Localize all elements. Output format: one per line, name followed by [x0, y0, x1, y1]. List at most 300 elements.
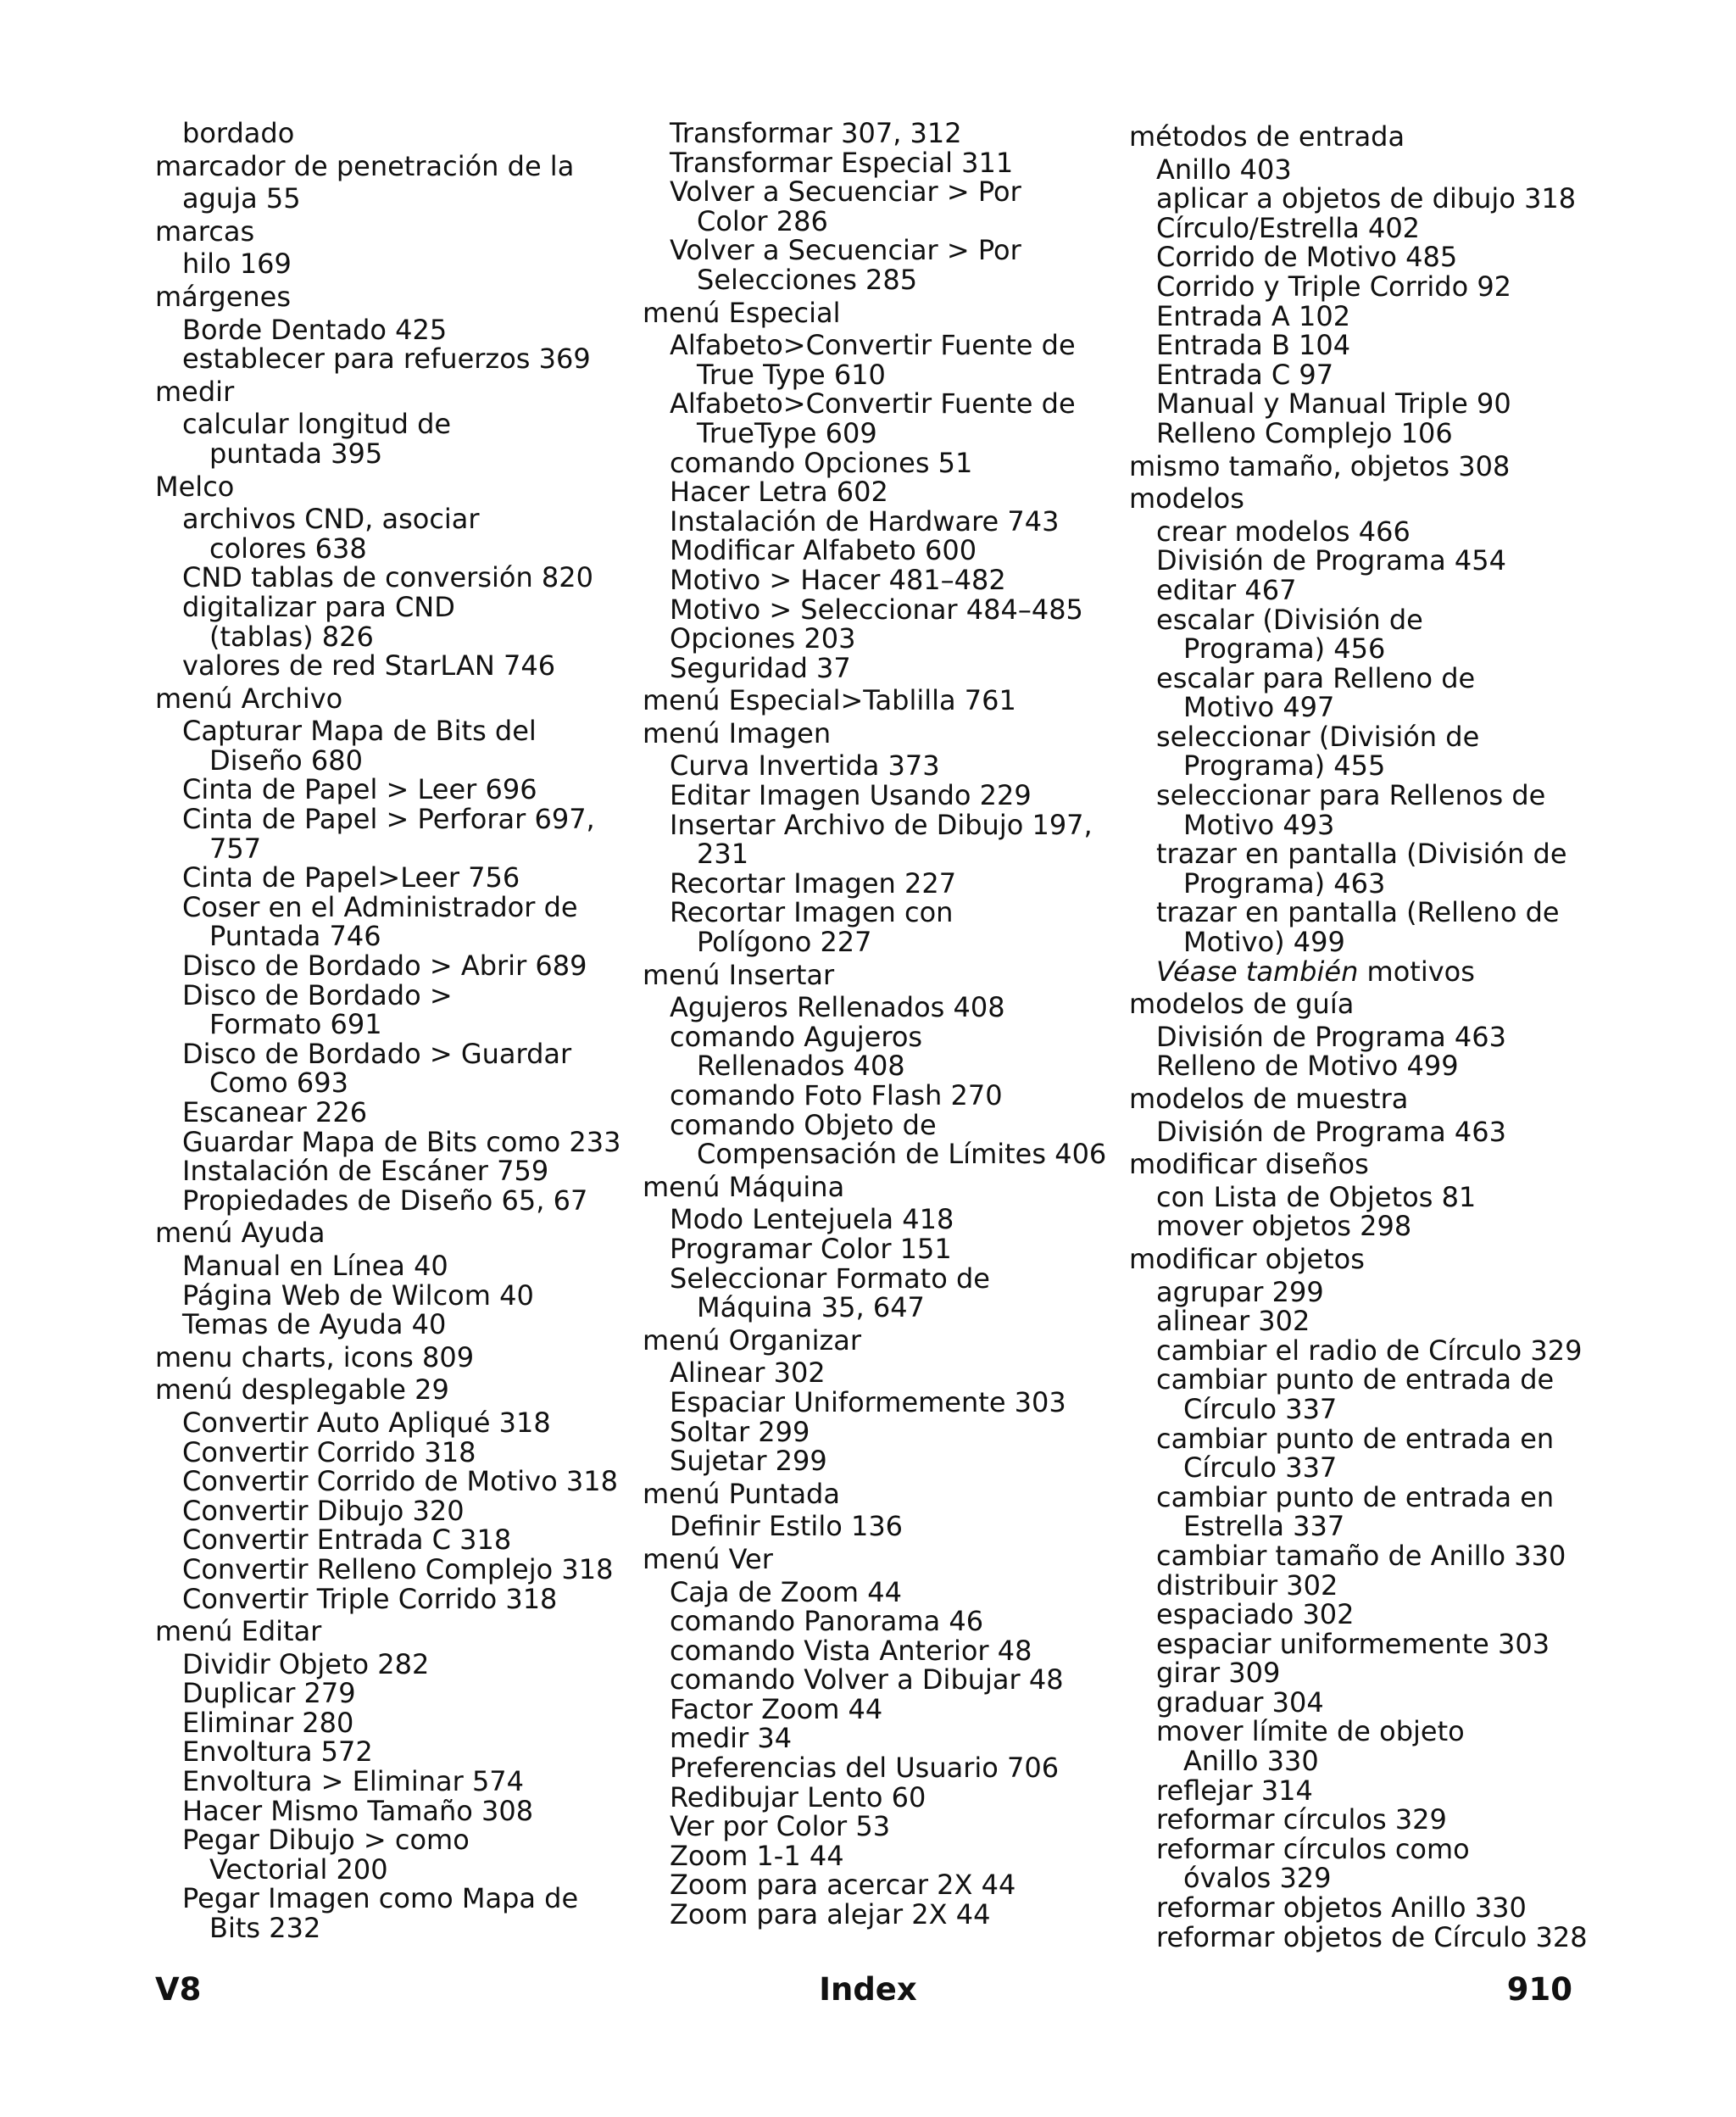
index-subentry — [643, 1022, 1117, 1052]
index-subentry-continuation — [1129, 866, 1604, 900]
index-entry-text: reformar círculos 329 — [1156, 1803, 1447, 1836]
index-subentry — [155, 1408, 630, 1438]
index-entry-text: modificar objetos — [1129, 1242, 1365, 1275]
index-subentry — [155, 1186, 630, 1216]
index-subentry — [155, 563, 630, 593]
index-entry-text: editar 467 — [1156, 573, 1297, 606]
index-subentry-continuation — [1129, 1747, 1604, 1776]
index-subentry-continuation — [1129, 1453, 1604, 1483]
index-entry-text: True Type 610 — [697, 358, 886, 391]
index-main-entry — [1129, 1084, 1604, 1114]
index-subentry — [1129, 242, 1604, 272]
index-entry-text: División de Programa 454 — [1156, 544, 1506, 577]
index-main-entry — [1129, 1242, 1604, 1275]
index-subentry — [643, 148, 1117, 178]
index-entry-text: calcular longitud de — [182, 408, 452, 441]
index-subentry — [1129, 299, 1604, 332]
index-subentry — [1129, 1600, 1604, 1630]
index-entry-text: comando Objeto de — [670, 1108, 937, 1141]
index-subentry — [1129, 1424, 1604, 1454]
index-entry-text: Disco de Bordado > Guardar — [182, 1037, 572, 1070]
index-entry-text: Instalación de Hardware 743 — [670, 504, 1060, 538]
index-entry-text: Transformar 307, 312 — [670, 117, 962, 149]
index-subentry — [1129, 517, 1604, 547]
index-main-entry — [155, 1617, 630, 1646]
index-entry-text: CND tablas de conversión 820 — [182, 561, 593, 594]
index-subentry-continuation — [155, 922, 630, 951]
index-subentry-continuation — [1129, 751, 1604, 781]
index-subentry — [643, 651, 1117, 684]
index-entry-text: Estrella 337 — [1183, 1510, 1345, 1543]
index-subentry — [1129, 722, 1604, 752]
index-entry-text: Motivo) 499 — [1183, 926, 1345, 959]
index-subentry-continuation — [643, 1293, 1117, 1323]
index-subentry — [1129, 1022, 1604, 1052]
index-entry-text: Alfabeto>Convertir Fuente de — [670, 329, 1076, 362]
index-main-entry — [155, 1375, 630, 1405]
index-subentry — [155, 1825, 630, 1855]
index-subentry — [643, 595, 1117, 625]
index-main-entry — [643, 1542, 1117, 1575]
index-entry-text: TrueType 609 — [697, 416, 877, 449]
index-entry-text: Círculo 337 — [1183, 1451, 1338, 1485]
index-entry-text: menú Especial>Tablilla 761 — [643, 684, 1016, 717]
index-subentry — [155, 1552, 630, 1585]
index-subentry-continuation — [1129, 928, 1604, 957]
index-entry-text: cambiar el radio de Círculo 329 — [1156, 1334, 1583, 1367]
index-entry-text: Cinta de Papel > Leer 696 — [182, 773, 537, 806]
index-entry-text: márgenes — [155, 280, 292, 313]
index-entry-text: Relleno Complejo 106 — [1156, 416, 1453, 449]
index-subentry — [155, 1794, 630, 1827]
index-subentry — [155, 1884, 630, 1914]
index-entry-text: Motivo > Hacer 481–482 — [670, 563, 1006, 596]
index-entry-text: Manual en Línea 40 — [182, 1249, 448, 1282]
index-entry-text: digitalizar para CND — [182, 590, 455, 623]
index-subentry — [643, 119, 1117, 148]
index-entry-text: menu charts, icons 809 — [155, 1340, 475, 1373]
index-subentry — [155, 1125, 630, 1158]
index-subentry — [155, 1435, 630, 1468]
index-subentry — [1129, 1832, 1604, 1865]
index-subentry — [1129, 1658, 1604, 1688]
index-subentry — [643, 1264, 1117, 1294]
index-column-1 — [155, 119, 630, 1943]
index-subentry — [1129, 1365, 1604, 1395]
index-subentry — [643, 1385, 1117, 1418]
index-entry-text: menú Máquina — [643, 1170, 845, 1203]
index-entry-text: comando Panorama 46 — [670, 1605, 984, 1638]
index-entry-text: Convertir Auto Apliqué 318 — [182, 1406, 551, 1439]
index-entry-text: Instalación de Escáner 759 — [182, 1155, 549, 1188]
index-subentry-continuation — [1129, 693, 1604, 722]
index-subentry — [643, 448, 1117, 478]
index-subentry — [1129, 1180, 1604, 1213]
index-entry-text: menú Organizar — [643, 1323, 862, 1357]
index-subentry-continuation — [643, 839, 1117, 869]
index-entry-text: Capturar Mapa de Bits del — [182, 715, 537, 748]
index-entry-text: reformar objetos Anillo 330 — [1156, 1891, 1527, 1925]
index-subentry — [643, 1870, 1117, 1900]
index-entry-text: Cinta de Papel > Perforar 697, — [182, 803, 595, 836]
index-subentry — [643, 1607, 1117, 1636]
index-subentry-continuation — [643, 265, 1117, 295]
index-subentry — [155, 1156, 630, 1186]
index-entry-text: establecer para refuerzos 369 — [182, 343, 591, 376]
index-entry-text: Cinta de Papel>Leer 756 — [182, 861, 520, 894]
index-entry-text: Entrada A 102 — [1156, 299, 1351, 332]
index-subentry — [643, 1205, 1117, 1234]
index-entry-text: trazar en pantalla (División de — [1156, 838, 1567, 871]
index-main-entry — [155, 149, 630, 182]
index-entry-text: girar 309 — [1156, 1657, 1281, 1690]
index-subentry — [1129, 1541, 1604, 1571]
index-subentry-continuation — [155, 1010, 630, 1039]
index-entry-text: Modificar Alfabeto 600 — [670, 534, 977, 567]
index-entry-text: métodos de entrada — [1129, 120, 1405, 153]
index-entry-text: División de Programa 463 — [1156, 1020, 1506, 1053]
footer-section-title: Index — [819, 1971, 917, 2008]
index-entry-text: distribuir 302 — [1156, 1568, 1338, 1602]
index-entry-text: menú Puntada — [643, 1477, 840, 1510]
index-subentry — [1129, 331, 1604, 360]
index-entry-text: Corrido y Triple Corrido 92 — [1156, 270, 1512, 303]
index-entry-text: Programa) 456 — [1183, 632, 1386, 666]
index-subentry — [155, 344, 630, 374]
index-subentry — [155, 315, 630, 345]
index-entry-text: Manual y Manual Triple 90 — [1156, 387, 1511, 421]
index-entry-text: Sujetar 299 — [670, 1445, 827, 1478]
index-entry-text: trazar en pantalla (Relleno de — [1156, 896, 1560, 929]
index-entry-text: Guardar Mapa de Bits como 233 — [182, 1125, 621, 1158]
index-subentry — [155, 1582, 630, 1615]
index-subentry — [1129, 1685, 1604, 1719]
index-entry-text: menú Insertar — [643, 958, 835, 991]
index-subentry — [155, 890, 630, 923]
index-subentry — [1129, 1920, 1604, 1953]
index-entry-text: Zoom para acercar 2X 44 — [670, 1869, 1016, 1902]
index-entry-text: agrupar 299 — [1156, 1275, 1324, 1308]
index-entry-text: Editar Imagen Usando 229 — [670, 779, 1032, 812]
index-subentry-continuation — [643, 416, 1117, 449]
index-subentry — [1129, 272, 1604, 302]
index-entry-text: Eliminar 280 — [182, 1706, 354, 1739]
index-subentry — [1129, 1212, 1604, 1241]
index-entry-text: 231 — [697, 838, 749, 871]
index-entry-text: Zoom 1-1 44 — [670, 1839, 844, 1872]
index-main-entry — [155, 472, 630, 502]
index-main-entry — [155, 1218, 630, 1248]
index-main-entry — [155, 282, 630, 312]
index-entry-text: Anillo 403 — [1156, 153, 1292, 186]
index-subentry-continuation — [643, 204, 1117, 237]
index-entry-text: Agujeros Rellenados 408 — [670, 991, 1005, 1024]
index-entry-text: marcas — [155, 214, 255, 248]
index-subentry — [643, 781, 1117, 811]
index-entry-text: Factor Zoom 44 — [670, 1692, 883, 1725]
index-entry-text: menú Editar — [155, 1615, 322, 1648]
index-subentry — [155, 1767, 630, 1797]
index-subentry — [155, 119, 630, 148]
index-entry-text: reformar círculos como — [1156, 1832, 1470, 1865]
index-subentry — [155, 590, 630, 623]
index-subentry — [643, 331, 1117, 360]
index-subentry-continuation — [155, 1914, 630, 1943]
index-entry-text: Insertar Archivo de Dibujo 197, — [670, 808, 1093, 841]
index-entry-text: Convertir Corrido 318 — [182, 1435, 476, 1468]
index-main-entry — [1129, 122, 1604, 152]
index-main-entry — [1129, 484, 1604, 514]
index-entry-text: Motivo > Seleccionar 484–485 — [670, 593, 1083, 626]
index-subentry — [155, 716, 630, 746]
index-entry-text: Motivo 493 — [1183, 808, 1335, 841]
index-entry-text: comando Agujeros — [670, 1020, 923, 1053]
index-entry-text: Zoom para alejar 2X 44 — [670, 1898, 991, 1931]
index-subentry — [643, 1753, 1117, 1783]
index-main-entry — [643, 958, 1117, 991]
index-subentry — [1129, 1336, 1604, 1366]
index-entry-text: (tablas) 826 — [209, 620, 374, 653]
index-subentry — [643, 1692, 1117, 1725]
index-entry-text: División de Programa 463 — [1156, 1115, 1506, 1148]
index-subentry-continuation — [155, 834, 630, 864]
index-subentry-continuation — [643, 928, 1117, 957]
index-subentry — [1129, 184, 1604, 214]
index-subentry — [1129, 605, 1604, 635]
index-entry-text: reflejar 314 — [1156, 1774, 1313, 1807]
index-entry-text: Programa) 463 — [1183, 866, 1386, 900]
index-subentry — [1129, 661, 1604, 694]
index-subentry — [643, 1234, 1117, 1264]
index-main-entry — [155, 684, 630, 714]
index-entry-text: espaciar uniformemente 303 — [1156, 1627, 1550, 1660]
index-subentry — [1129, 898, 1604, 928]
index-entry-text: Recortar Imagen con — [670, 896, 954, 929]
index-entry-text: comando Volver a Dibujar 48 — [670, 1663, 1064, 1696]
index-subentry — [643, 477, 1117, 507]
index-entry-text: óvalos 329 — [1183, 1862, 1332, 1895]
index-subentry — [643, 389, 1117, 419]
index-entry-text: aplicar a objetos de dibujo 318 — [1156, 182, 1577, 215]
index-subentry-continuation — [155, 622, 630, 652]
index-entry-text: menú Ver — [643, 1542, 773, 1575]
index-entry-text: modelos de guía — [1129, 988, 1355, 1021]
index-main-entry — [643, 1479, 1117, 1509]
index-subentry-continuation — [1129, 1392, 1604, 1425]
index-entry-text: Envoltura 572 — [182, 1735, 373, 1769]
index-entry-text: Polígono 227 — [697, 926, 872, 959]
footer-page-number: 910 — [1506, 1971, 1572, 2008]
index-entry-text: medir 34 — [670, 1722, 793, 1755]
index-subentry-continuation — [155, 439, 630, 469]
index-entry-text: Compensación de Límites 406 — [697, 1138, 1107, 1171]
index-subentry — [1129, 1480, 1604, 1513]
index-main-entry — [1129, 989, 1604, 1019]
index-subentry — [643, 1415, 1117, 1448]
index-subentry — [643, 236, 1117, 265]
index-subentry — [643, 866, 1117, 900]
index-entry-text: Círculo/Estrella 402 — [1156, 211, 1421, 244]
index-entry-text: hilo 169 — [182, 248, 292, 281]
index-subentry — [155, 1708, 630, 1738]
index-entry-text: Relleno de Motivo 499 — [1156, 1050, 1459, 1083]
see-also-label: Véase también — [1156, 955, 1359, 988]
index-subentry — [155, 1496, 630, 1526]
index-subentry — [643, 536, 1117, 565]
index-entry-text: graduar 304 — [1156, 1685, 1324, 1719]
index-entry-text: menú Especial — [643, 296, 841, 329]
index-subentry-continuation — [1129, 1512, 1604, 1541]
index-subentry — [1129, 1776, 1604, 1806]
index-subentry — [643, 1812, 1117, 1841]
index-entry-text: crear modelos 466 — [1156, 515, 1410, 548]
index-entry-text: Máquina 35, 647 — [697, 1291, 925, 1324]
index-entry-text: Programar Color 151 — [670, 1232, 952, 1265]
index-column-3 — [1129, 119, 1604, 1952]
index-subentry — [1129, 389, 1604, 419]
index-entry-text: Formato 691 — [209, 1008, 382, 1041]
index-subentry-continuation — [155, 1068, 630, 1098]
index-entry-text: Disco de Bordado > Abrir 689 — [182, 950, 587, 983]
index-entry-text: Caja de Zoom 44 — [670, 1575, 902, 1608]
index-entry-text: Convertir Entrada C 318 — [182, 1524, 512, 1557]
index-subentry — [643, 1358, 1117, 1388]
index-subentry — [1129, 211, 1604, 244]
index-entry-text: Pegar Imagen como Mapa de — [182, 1882, 579, 1915]
index-main-entry — [1129, 449, 1604, 482]
index-main-entry — [643, 1323, 1117, 1357]
index-entry-text: cambiar punto de entrada en — [1156, 1422, 1555, 1455]
index-main-entry — [155, 214, 630, 248]
index-entry-text: Convertir Dibujo 320 — [182, 1494, 465, 1527]
index-entry-text: escalar (División de — [1156, 603, 1423, 636]
index-subentry — [643, 1724, 1117, 1753]
index-entry-text: Soltar 299 — [670, 1415, 810, 1448]
index-subentry — [1129, 1306, 1604, 1336]
index-entry-text: colores 638 — [209, 532, 367, 565]
index-main-entry — [643, 298, 1117, 328]
index-entry-text: Melco — [155, 470, 235, 503]
index-subentry-continuation — [155, 746, 630, 776]
index-subentry — [1129, 573, 1604, 606]
index-subentry — [155, 1679, 630, 1708]
index-subentry-continuation — [1129, 808, 1604, 841]
index-subentry — [1129, 155, 1604, 185]
index-entry-text: Color 286 — [697, 204, 828, 237]
index-subentry — [155, 1737, 630, 1767]
index-entry-text: Hacer Letra 602 — [670, 476, 888, 509]
index-subentry — [1129, 1051, 1604, 1081]
index-entry-text: Ver por Color 53 — [670, 1810, 891, 1843]
index-subentry — [643, 1841, 1117, 1871]
index-entry-text: modelos — [1129, 482, 1244, 515]
index-main-entry — [643, 686, 1117, 716]
index-entry-text: Entrada B 104 — [1156, 329, 1351, 362]
index-entry-text: Espaciar Uniformemente 303 — [670, 1385, 1066, 1418]
index-subentry — [155, 1039, 630, 1069]
index-entry-text: cambiar punto de entrada en — [1156, 1480, 1555, 1513]
index-subentry-continuation — [155, 534, 630, 564]
index-subentry — [155, 1281, 630, 1311]
index-entry-text: puntada 395 — [209, 437, 383, 470]
index-subentry — [1129, 1117, 1604, 1147]
index-entry-text: Envoltura > Eliminar 574 — [182, 1765, 525, 1798]
index-subentry — [155, 863, 630, 893]
index-entry-text: Propiedades de Diseño 65, 67 — [182, 1184, 588, 1217]
index-main-entry — [155, 1340, 630, 1373]
index-subentry — [643, 898, 1117, 928]
index-subentry — [155, 1310, 630, 1340]
index-entry-text: Volver a Secuenciar > Por — [670, 175, 1021, 209]
index-subentry-continuation — [643, 360, 1117, 390]
index-subentry-continuation — [1129, 634, 1604, 664]
footer-version: V8 — [155, 1971, 202, 2008]
index-subentry — [643, 808, 1117, 841]
index-entry-text: menú desplegable 29 — [155, 1373, 449, 1407]
index-subentry — [643, 624, 1117, 654]
index-entry-text: modelos de muestra — [1129, 1083, 1409, 1115]
index-subentry — [643, 504, 1117, 538]
index-subentry — [643, 1780, 1117, 1813]
index-subentry-continuation — [643, 1051, 1117, 1081]
index-entry-text: espaciado 302 — [1156, 1598, 1355, 1631]
index-subentry — [155, 978, 630, 1011]
index-entry-text: valores de red StarLAN 746 — [182, 649, 556, 682]
index-subentry — [1129, 1568, 1604, 1602]
index-subentry — [1129, 416, 1604, 449]
index-subentry — [643, 1081, 1117, 1111]
index-entry-text: Modo Lentejuela 418 — [670, 1203, 954, 1236]
index-entry-text: Círculo 337 — [1183, 1392, 1338, 1425]
index-entry-text: cambiar punto de entrada de — [1156, 1363, 1555, 1396]
index-subentry — [155, 1647, 630, 1680]
index-subentry — [1129, 1893, 1604, 1923]
index-subentry — [643, 1108, 1117, 1141]
index-entry-text: Entrada C 97 — [1156, 358, 1334, 391]
index-entry-text: Bits 232 — [209, 1912, 321, 1945]
index-subentry-continuation — [155, 1852, 630, 1886]
index-entry-text: menú Archivo — [155, 682, 343, 715]
index-subentry — [1129, 1805, 1604, 1835]
index-subentry-continuation — [643, 1139, 1117, 1169]
index-entry-text: con Lista de Objetos 81 — [1156, 1180, 1477, 1213]
index-entry-text: Redibujar Lento 60 — [670, 1780, 926, 1813]
index-subentry — [643, 1575, 1117, 1608]
index-entry-text: Coser en el Administrador de — [182, 890, 578, 923]
index-entry-text: Duplicar 279 — [182, 1677, 356, 1710]
index-subentry — [1129, 839, 1604, 869]
index-entry-text: reformar objetos de Círculo 328 — [1156, 1920, 1588, 1953]
index-entry-text: mismo tamaño, objetos 308 — [1129, 449, 1511, 482]
index-subentry — [643, 993, 1117, 1022]
index-entry-text: Volver a Secuenciar > Por — [670, 234, 1021, 267]
index-entry-text: Temas de Ayuda 40 — [182, 1308, 447, 1341]
index-subentry — [155, 775, 630, 805]
index-subentry — [155, 184, 630, 214]
index-subentry — [643, 1900, 1117, 1930]
index-entry-text: Seleccionar Formato de — [670, 1262, 990, 1295]
index-main-entry — [643, 716, 1117, 749]
index-subentry — [1129, 1627, 1604, 1660]
index-subentry — [155, 805, 630, 834]
index-entry-text: medir — [155, 375, 235, 408]
index-subentry — [643, 1636, 1117, 1666]
index-entry-text: archivos CND, asociar — [182, 503, 480, 536]
index-subentry — [643, 1665, 1117, 1695]
index-subentry — [155, 1525, 630, 1555]
index-entry-text: mover límite de objeto — [1156, 1715, 1465, 1748]
index-entry-text: mover objetos 298 — [1156, 1210, 1412, 1243]
